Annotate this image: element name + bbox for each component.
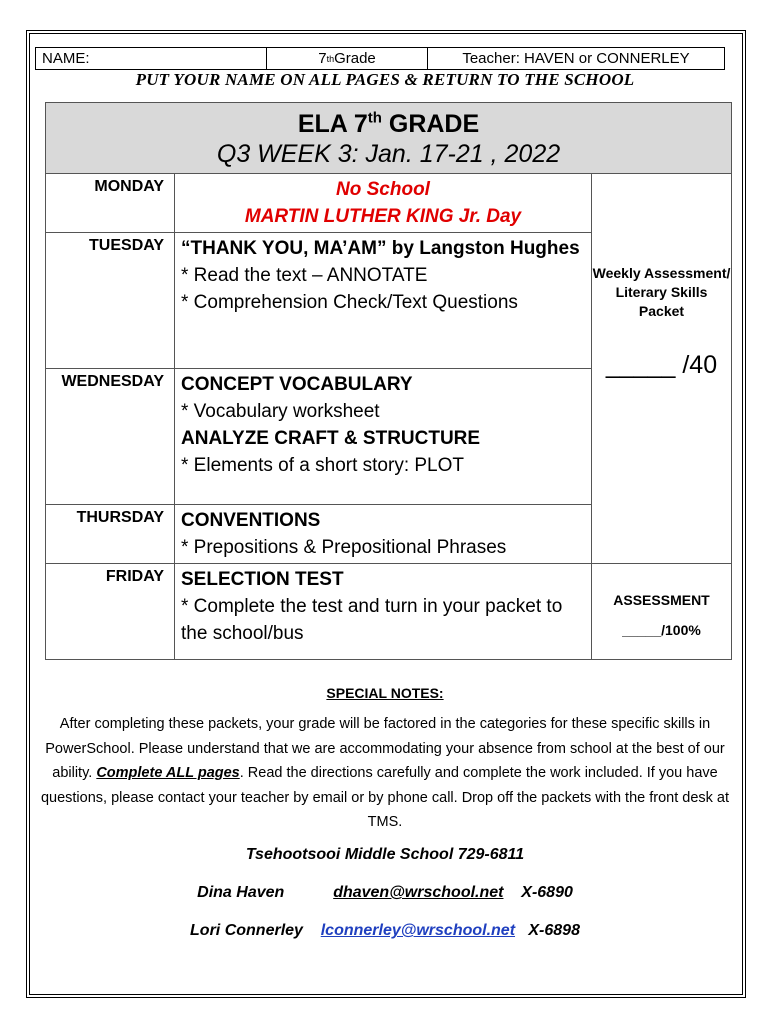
friday-content: SELECTION TEST * Complete the test and turn in your packet to the school/bus: [175, 564, 592, 660]
school-contact: Tsehootsooi Middle School 729-6811: [245, 846, 525, 863]
teacher-contact-haven: Dina Haven dhaven@wrschool.net X-6890: [197, 884, 573, 901]
email-link-connerley[interactable]: lconnerley@wrschool.net: [320, 922, 516, 939]
weekly-assessment-label: Weekly Assessment/ Literary Skills Packet: [592, 265, 731, 319]
header-row: [35, 47, 725, 70]
special-notes-title: SPECIAL NOTES:: [326, 685, 444, 701]
special-notes-text: After completing these packets, your grade will be factored in the categories for these specific skills in PowerSchool. Please understand that we are accommodating your absence from school at the best of our ability. Complete ALL pages. Read the directions carefully and complete the work included. If you have questions, please contact your teacher by email or by phone call. Drop off the packets with the front desk at TMS.: [40, 716, 730, 830]
page-title: ELA 7th GRADE: [297, 109, 480, 138]
title-cell: [46, 103, 732, 174]
final-assessment-cell: [592, 564, 732, 660]
monday-content: No School MARTIN LUTHER KING Jr. Day: [175, 174, 592, 233]
teacher-contact-connerley: Lori Connerley lconnerley@wrschool.net X-6898: [190, 922, 580, 939]
day-monday: MONDAY: [46, 174, 175, 233]
week-subtitle: Q3 WEEK 3: Jan. 17-21 , 2022: [216, 140, 561, 168]
weekly-score: _____ /40: [605, 351, 718, 379]
name-field[interactable]: [36, 48, 267, 69]
name-label: NAME:: [42, 50, 90, 67]
day-friday: FRIDAY: [46, 564, 175, 660]
schedule-table: [45, 102, 732, 660]
email-link-haven[interactable]: dhaven@wrschool.net: [333, 884, 504, 901]
day-thursday: THURSDAY: [46, 505, 175, 564]
assessment-score: _____/100%: [622, 622, 701, 638]
weekly-assessment-cell: [592, 174, 732, 564]
tuesday-content: “THANK YOU, MA’AM” by Langston Hughes * Read the text – ANNOTATE * Comprehension Check/Text Questions: [175, 233, 592, 369]
day-tuesday: TUESDAY: [46, 233, 175, 369]
wednesday-content: CONCEPT VOCABULARY * Vocabulary worksheet ANALYZE CRAFT & STRUCTURE * Elements of a short story: PLOT: [175, 369, 592, 505]
thursday-content: CONVENTIONS * Prepositions & Prepositional Phrases: [175, 505, 592, 564]
day-wednesday: WEDNESDAY: [46, 369, 175, 505]
grade-cell: 7 th Grade: [267, 48, 428, 69]
instruction-banner: PUT YOUR NAME ON ALL PAGES & RETURN TO THE SCHOOL: [135, 70, 635, 89]
teacher-cell: Teacher: HAVEN or CONNERLEY: [462, 50, 690, 67]
assessment-label: ASSESSMENT: [613, 592, 710, 608]
